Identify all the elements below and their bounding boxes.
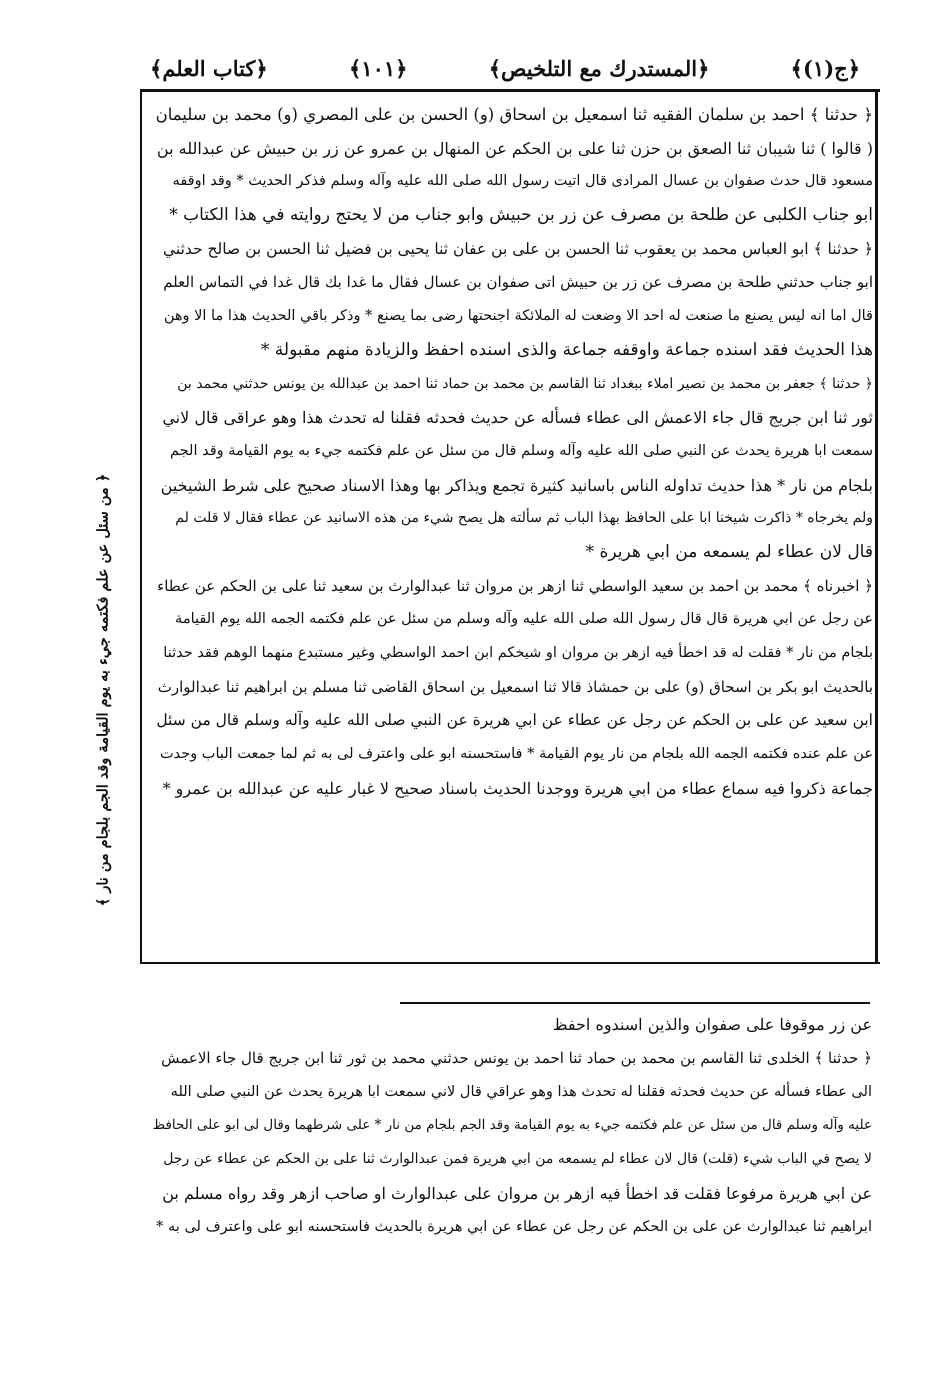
text-line: عن علم عنده فكتمه الجمه الله بلجام من نار يوم القيامة * فاستحسنه ابو على واعترف لى به ثم لما جمعت الباب وجدت	[159, 746, 873, 763]
talkhis-footnote-block	[150, 1008, 872, 1245]
text-line: ﴿ حدثنا ﴾ ابو العباس محمد بن يعقوب ثنا الحسن بن على بن عفان ثنا يحيى بن فضيل ثنا الحسن بن صالح حدثني	[162, 239, 873, 258]
text-line: ﴿ حدثنا ﴾ جعفر بن محمد بن نصير املاء ببغداد ثنا القاسم بن محمد بن حماد ثنا احمد بن عبدالله بن يونس حدثني محمد بن	[177, 375, 873, 392]
footnote-line: الى عطاء فسأله عن حديث فحدثه فقلنا له تحدث هذا وهو عراقي قال لاني سمعت ابا هريرة يحدث عن النبي صلى الله	[170, 1083, 872, 1100]
text-line: بلجام من نار * هذا حديث تداوله الناس باسانيد كثيرة تجمع ويذاكر بها وهذا الاسناد صحيح على شرط الشيخين	[160, 475, 873, 495]
volume-label: ﴿ج(١)﴾	[790, 55, 860, 81]
footnote-line: عليه وآله وسلم قال من سئل عن علم فكتمه جيء به يوم القيامة وقد الجم بلجام من نار * على شرطهما وقال لى ابو على الحافظ	[152, 1117, 872, 1134]
text-line: ﴿ اخبرناه ﴾ محمد بن احمد بن سعيد الواسطي ثنا ازهر بن مروان ثنا عبدالوارث بن سعيد ثنا على بن الحكم عن عطاء	[157, 576, 873, 595]
text-line: قال اما انه ليس يصنع ما صنعت له احد الا وضعت له الملائكة اجنحتها رضى بما يصنع * وذكر باقي الحديث هذا ما الا وهن	[163, 308, 873, 325]
main-text-block	[155, 98, 873, 805]
main-frame-bottom-rule	[140, 962, 880, 964]
text-line: بلجام من نار * فقلت له قد اخطأ فيه ازهر بن مروان او شيخكم ابن احمد الواسطي وغير مستبدع منهما الوهم فقد حدثنا	[163, 645, 873, 661]
page-number: ﴿١٠١﴾	[348, 55, 408, 81]
chapter-title: ﴿كتاب العلم﴾	[150, 55, 268, 81]
book-title: ﴿المستدرك مع التلخيص﴾	[488, 55, 710, 81]
text-line: مسعود قال حدث صفوان بن عسال المرادى قال اتيت رسول الله صلى الله عليه وآله وسلم فذكر الحديث * وقد اوقفه	[172, 173, 873, 190]
text-line: جماعة ذكروا فيه سماع عطاء من ابي هريرة ووجدنا الحديث باسناد صحيح لا غبار عليه عن عبدالله بن عمرو *	[162, 778, 873, 798]
text-line: ﴿ حدثنا ﴾ احمد بن سلمان الفقيه ثنا اسمعيل بن اسحاق (و) الحسن بن على المصري (و) محمد بن سليمان	[155, 105, 873, 124]
footnote-line: ﴿ حدثنا ﴾ الخلدى ثنا القاسم بن محمد بن حماد ثنا احمد بن يونس حدثني محمد بن ثور ثنا ابن جريج قال جاء الاعمش	[161, 1048, 872, 1067]
text-line: سمعت ابا هريرة يحدث عن النبي صلى الله عليه وآله وسلم قال من سئل عن علم فكتمه جيء به يوم القيامة وقد الجم	[170, 442, 873, 459]
footnote-line: عن زر موقوفا على صفوان والذين اسندوه احفظ	[552, 1015, 872, 1034]
footnote-rule	[400, 1002, 870, 1004]
text-line: ابن سعيد عن على بن الحكم عن رجل عن عطاء عن ابي هريرة عن النبي صلى الله عليه وآله وسلم قال من سئل	[156, 711, 873, 730]
text-line: ولم يخرجاه * ذاكرت شيخنا ابا على الحافظ بهذا الباب ثم سألته هل يصح شيء من هذه الاسانيد عن عطاء فقال لا قلت لم	[175, 510, 873, 527]
footnote-line: عن ابي هريرة مرفوعا فقلت قد اخطأ فيه ازهر بن مروان على عبدالوارث او صاحب ازهر وقد رواه مسلم بن	[162, 1183, 872, 1203]
text-line: هذا الحديث فقد اسنده جماعة واوقفه جماعة والذى اسنده احفظ والزيادة منهم مقبولة *	[260, 339, 873, 360]
text-line: بالحديث ابو بكر بن اسحاق (و) على بن حمشاذ قالا ثنا اسمعيل بن اسحاق القاضى ثنا مسلم بن ابراهيم ثنا عبدالوارث	[157, 677, 873, 696]
footnote-line: لا يصح في الباب شيء (قلت) قال لان عطاء لم يسمعه من ابي هريرة فمن عبدالوارث ثنا على بن الحكم عن عطاء عن رجل	[163, 1151, 872, 1168]
text-line: عن رجل عن ابي هريرة قال قال رسول الله صلى الله عليه وآله وسلم من سئل عن علم فكتمه الجمه الله يوم القيامة	[175, 611, 873, 628]
footnote-line: ابراهيم ثنا عبدالوارث عن على بن الحكم عن رجل عن عطاء عن ابي هريرة بالحديث فاستحسنه ابو على واعترف لى به *	[156, 1218, 872, 1235]
margin-heading-text: ﴿ من سئل عن علم فكتمه جيء به يوم القيامة وقد الجم بلجام من نار ﴾	[94, 473, 112, 907]
page-header	[150, 42, 860, 94]
text-line: قال لان عطاء لم يسمعه من ابي هريرة *	[585, 541, 873, 562]
text-line: ابو جناب حدثني طلحة بن مصرف عن زر بن حبيش اتى صفوان بن عسال فقال ما غدا بك قال غدا في التماس العلم	[163, 273, 873, 292]
text-line: ثور ثنا ابن جريج قال جاء الاعمش الى عطاء فسأله عن حديث فحدثه فقلنا له تحدث هذا وهو عراقى قال لاني	[162, 408, 873, 428]
text-line: ابو جناب الكلبى عن طلحة بن مصرف عن زر بن حبيش وابو جناب من لا يحتج روايته في هذا الكتاب *	[169, 205, 873, 226]
text-line: ( قالوا ) ثنا شيبان ثنا الصعق بن حزن ثنا على بن الحكم عن المنهال بن عمرو عن زر بن حبيش عن عبدالله بن	[156, 138, 873, 158]
margin-heading	[76, 470, 130, 910]
